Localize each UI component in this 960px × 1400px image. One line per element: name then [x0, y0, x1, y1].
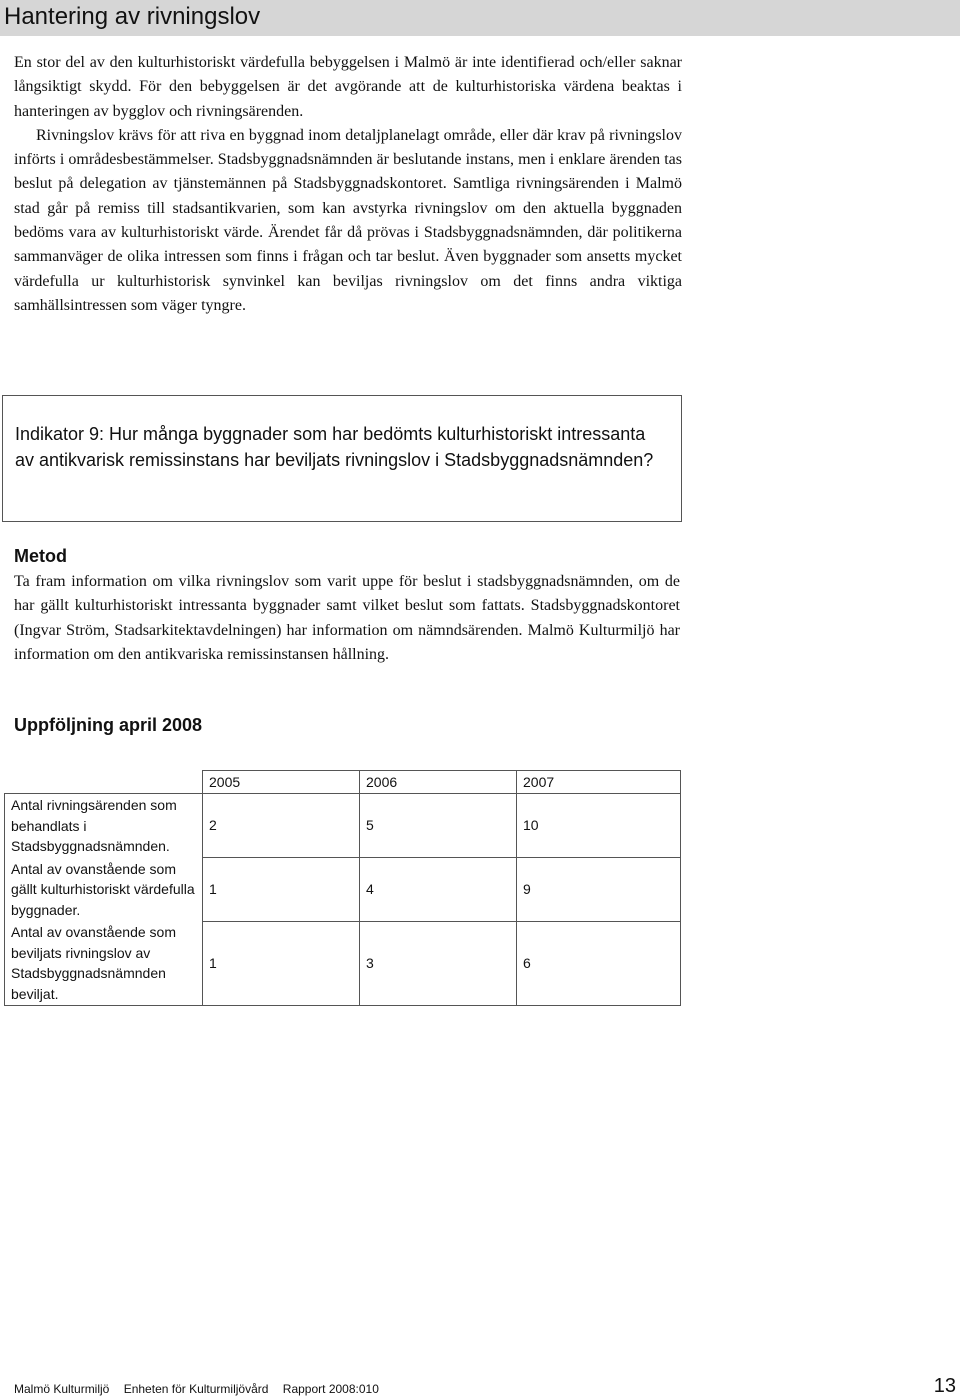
- intro-paragraph: Rivningslov krävs för att riva en byggnad inom detaljplanelagt område, eller där krav på rivningslov införts i områdesbestämmelser. Stadsbyggnadsnämnden är beslutande instans, men i enklare ärenden tas beslut på delegation av tjänstemännen på Stadsbyggnadskontoret. Samtliga rivningsärenden i Malmö stad går på remiss till stadsantikvarien, som kan avstyrka rivningslov om den aktuella byggnaden bedöms vara av kulturhistoriskt värde. Ärendet får då prövas i Stadsbyggnadsnämnden, där politikerna sammanväger de olika intressen som finns i frågan och tar beslut. Även byggnader som ansetts mycket värdefulla ur kulturhistorisk synvinkel kan beviljas rivningslov om det finns andra viktiga samhällsintressen som väger tyngre.: [14, 126, 682, 314]
- table-row: [5, 794, 681, 858]
- table-cell: 10: [517, 794, 681, 858]
- row-label: Antal rivningsärenden som behandlats i Stadsbyggnadsnämnden.: [5, 794, 203, 858]
- table-cell: 5: [360, 794, 517, 858]
- footer-report: Rapport 2008:010: [282, 1382, 379, 1396]
- table-cell: 3: [360, 921, 517, 1006]
- row-label: Antal av ovanstående som gällt kulturhistoriskt värdefulla byggnader.: [5, 858, 203, 922]
- page-footer: [14, 1381, 379, 1397]
- intro-text: [14, 51, 682, 318]
- intro-paragraph: En stor del av den kulturhistoriskt värdefulla bebyggelsen i Malmö är inte identifierad och/eller saknar långsiktigt skydd. För den bebyggelsen är det avgörande att de kulturhistoriska värdena beaktas i hanteringen av bygglov och rivningsärenden.: [14, 54, 682, 120]
- row-label: Antal av ovanstående som beviljats rivningslov av Stadsbyggnadsnämnden beviljat.: [5, 921, 203, 1006]
- table-cell: 2: [203, 794, 360, 858]
- indicator-question: Indikator 9: Hur många byggnader som har bedömts kulturhistoriskt intressanta av antikvarisk remissinstans har beviljats rivningslov i Stadsbyggnadsnämnden?: [15, 424, 654, 470]
- table-cell: 9: [517, 858, 681, 922]
- followup-table: [4, 770, 681, 1006]
- table-header-row: [5, 771, 681, 794]
- method-text: Ta fram information om vilka rivningslov som varit uppe för beslut i stadsbyggnadsnämnden, om de har gällt kulturhistoriskt intressanta byggnader samt vilket beslut som fattats. Stadsbyggnadskontoret (Ingvar Ström, Stadsarkitektavdelningen) har information om nämndsärenden. Malmö Kulturmiljö har information om den antikvariska remissinstansen hållning.: [14, 573, 680, 664]
- page-number: 13: [933, 1375, 956, 1397]
- year-header: 2006: [360, 771, 517, 794]
- table-cell: 1: [203, 858, 360, 922]
- page-title: Hantering av rivningslov: [0, 0, 960, 36]
- year-header: 2005: [203, 771, 360, 794]
- footer-unit: Enheten för Kulturmiljövård: [123, 1382, 269, 1396]
- table-cell: 1: [203, 921, 360, 1006]
- footer-org: Malmö Kulturmiljö: [14, 1382, 110, 1396]
- indicator-box: [2, 395, 682, 522]
- year-header: 2007: [517, 771, 681, 794]
- table-corner-cell: [5, 771, 203, 794]
- followup-heading: Uppföljning april 2008: [14, 715, 203, 735]
- table-cell: 4: [360, 858, 517, 922]
- method-heading: Metod: [14, 546, 67, 566]
- table-row: [5, 858, 681, 922]
- table-cell: 6: [517, 921, 681, 1006]
- table-row: [5, 921, 681, 1006]
